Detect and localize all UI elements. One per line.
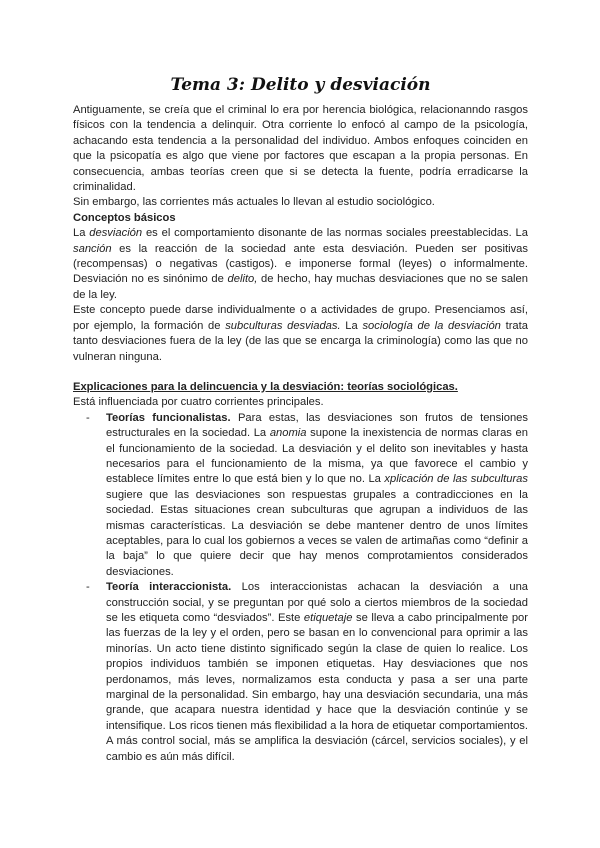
intro-paragraph-2: Sin embargo, las corrientes más actuales lo llevan al estudio sociológico. <box>73 196 435 209</box>
section-heading-basics: Conceptos básicos <box>73 211 176 224</box>
list-item-interaccionista: - Teoría interaccionista. Los interaccionistas achacan la desviación a una construcción social, y se preguntan por qué solo a ciertos miembros de la sociedad se les etiqueta como “desviados”. Este etiquetaje se lleva a cabo principalmente por las fuerzas de la ley y el orden, pero se basan en lo convencional para oprimir a las minorías. Un acto tiene distinto significado según la clase de quien lo realice. Los propios individuos también se imponen etiquetas. Hay desviaciones que nos perdonamos, más leves, normalizamos esta conducta y pasa a ser una parte marginal de la personalidad. Sin embargo, hay una desviación secundaria, una más grande, que acapara nuestra identidad y hace que la desviación continúe y se intensifique. Los ricos tienen más flexibilidad a la hora de etiquetar comportamientos. A más control social, más se amplifica la desviación (cárcel, servicios sociales), y el cambio es aún más difícil. <box>106 580 528 765</box>
page-title: Tema 3: Delito y desviación <box>170 75 431 95</box>
intro-paragraph: Antiguamente, se creía que el criminal lo era por herencia biológica, relacionanndo rasgos físicos con la tendencia a delinquir. Otra corriente lo enfocó al campo de la psicología, achacando esta tendencia a la personalidad del individuo. Ambos enfoques coinciden en que la psicopatía es algo que viene por factores que escapan a la propia personas. En consecuencia, ambas teorías creen que si se detecta la fuente, podría erradicarse la criminalidad. <box>73 104 528 194</box>
list-item-funcionalistas: - Teorías funcionalistas. Para estas, las desviaciones son frutos de tensiones estructurales en la sociedad. La anomia supone la inexistencia de normas claras en el funcionamiento de la sociedad. La desviación y el delito son inevitables y hasta necesarios para el funcionamiento de la misma, ya que favorece el cambio y establece límites entre lo que está bien y lo que no. La xplicación de las subculturas sugiere que las desviaciones son respuestas grupales a contradicciones en la sociedad. Estas situaciones crean subculturas que agrupan a individuos de las mismas características. La desviación se debe mantener dentro de unos límites aceptables, para lo cual los gobiernos a veces se valen de artimañas como “definir a la baja” lo que quiere decir que hay menos comprotamientos considerados desviaciones. <box>106 411 528 580</box>
section-heading-explanations: Explicaciones para la delincuencia y la desviación: teorías sociológicas. <box>73 380 458 393</box>
theories-list <box>73 411 528 765</box>
basics-paragraph-1: La desviación es el comportamiento disonante de las normas sociales preestablecidas. La sanción es la reacción de la sociedad ante esta desviación. Pueden ser positivas (recompensas) o negativas (castigos). e imponerse formal (leyes) o informalmente. Desviación no es sinónimo de delito, de hecho, hay muchas desviaciones que no se salen de la ley. <box>73 227 528 301</box>
explanations-lead: Está influenciada por cuatro corrientes principales. <box>73 396 324 409</box>
basics-paragraph-2: Este concepto puede darse individualmente o a actividades de grupo. Presenciamos así, por ejemplo, la formación de subculturas desviadas. La sociología de la desviación trata tanto desviaciones fuera de la ley (de las que se encarga la criminología) como las que no vulneran ninguna. <box>73 304 528 363</box>
spacer <box>73 365 528 380</box>
